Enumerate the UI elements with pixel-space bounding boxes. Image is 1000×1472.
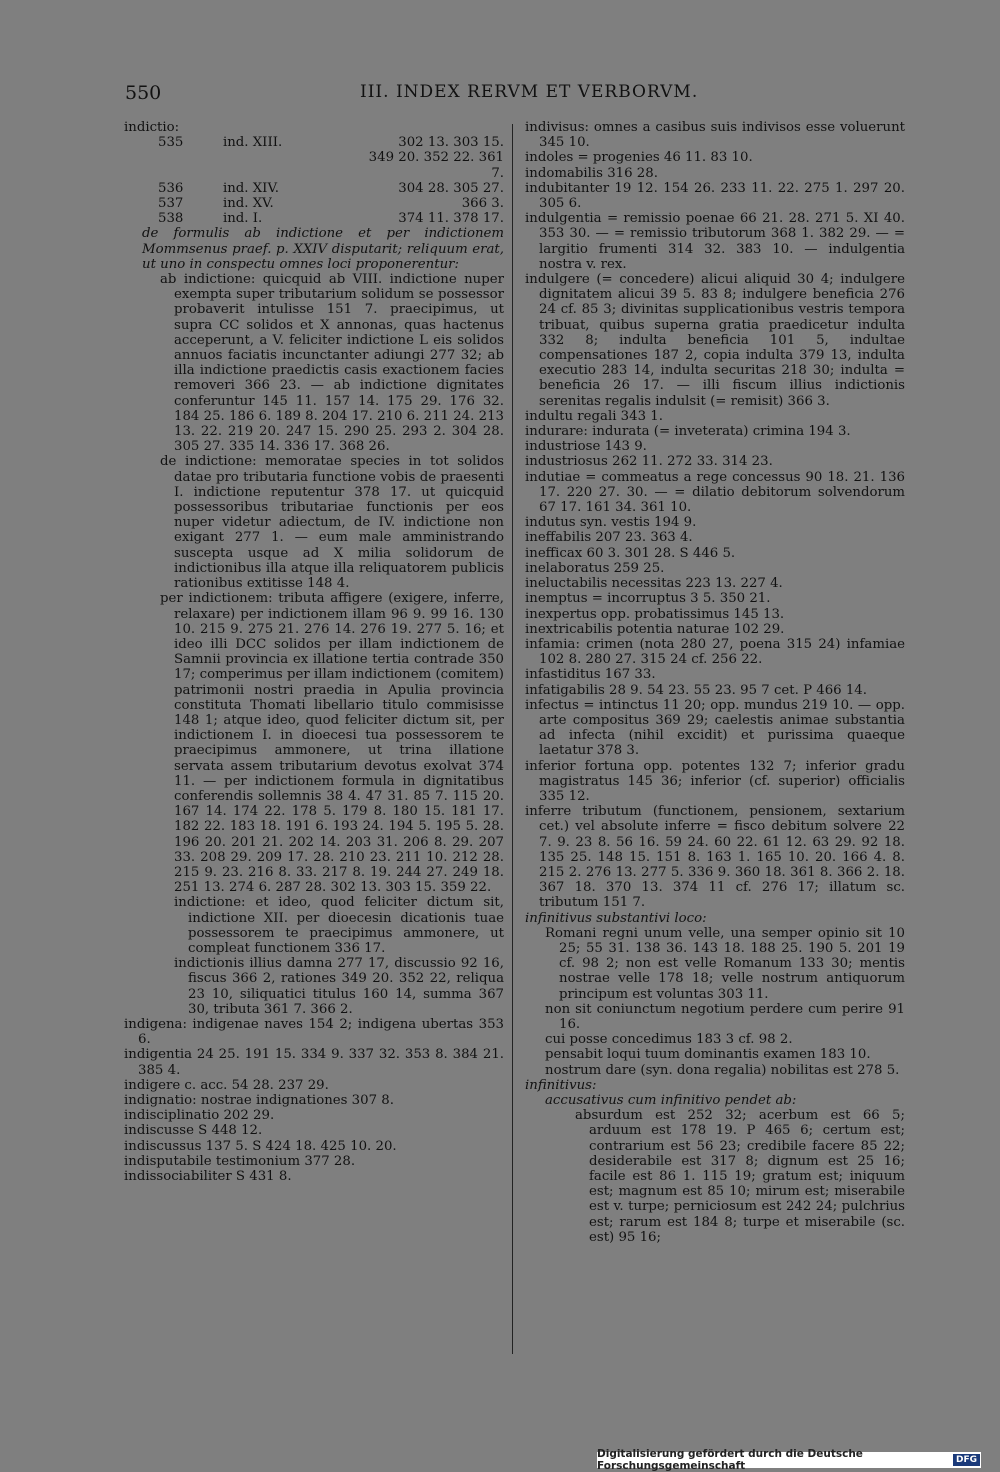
index-entry: indignatio: nostrae indignationes 307 8.: [124, 1093, 394, 1108]
index-entry: indiscussus 137 5. S 424 18. 425 10. 20.: [124, 1138, 397, 1154]
index-entry: inexpertus opp. probatissimus 145 13.: [525, 606, 785, 622]
indictio-row: [158, 150, 504, 180]
indictio-row: [158, 181, 504, 196]
footer-bar: [597, 1448, 981, 1472]
indictio-ind: [223, 150, 359, 180]
right-column: [525, 120, 905, 1245]
index-entry: indissociabiliter S 431 8.: [124, 1169, 292, 1185]
index-entry: infatigabilis 28 9. 54 23. 55 23. 95 7 cet. P 466 14.: [525, 682, 867, 698]
page-number: 550: [125, 82, 162, 104]
index-entry: indigere c. acc. 54 28. 237 29.: [124, 1077, 329, 1093]
indictio-refs: 302 13. 303 15.: [398, 135, 504, 151]
index-entry: infinitivus:: [525, 1077, 597, 1093]
index-entry: infectus = intinctus 11 20; opp. mundus 219 10. — opp. arte compositus 369 29; caelestis animae substantia ad infecta (nihil excidit) et purissima quaeque laetatur 378 3.: [525, 697, 905, 759]
footer-text: Digitalisierung gefördert durch die Deutsche Forschungsgemeinschaft: [597, 1448, 863, 1472]
index-entry: inferre tributum (functionem, pensionem, sextarium cet.) vel absolute inferre = fisco debitum solvere 22 7. 9. 23 8. 56 16. 59 24. 60 22. 61 12. 63 29. 92 18. 135 25. 148 15. 151 8. 163 1. 165 10. 20. 166 4. 8. 215 2. 276 13. 277 5. 336 9. 360 18. 361 8. 366 2. 18. 367 18. 370 13. 374 11 cf. 276 17; illatum sc. tributum 151 7.: [525, 804, 905, 911]
index-entry: indisputabile testimonium 377 28.: [124, 1153, 356, 1169]
index-entry: indutiae = commeatus a rege concessus 90 18. 21. 136 17. 220 27. 30. — = dilatio debitorum solvendorum 67 17. 161 34. 361 10.: [525, 469, 905, 516]
index-entry: infamia: crimen (nota 280 27, poena 315 24) infamiae 102 8. 280 27. 315 24 cf. 256 22.: [525, 636, 905, 668]
index-entry: infinitivus substantivi loco:: [525, 910, 707, 926]
index-entry: inextricabilis potentia naturae 102 29.: [525, 621, 785, 637]
indictio-refs: 374 11. 378 17.: [398, 211, 504, 227]
index-entry: ab indictione: quicquid ab VIII. indictione nuper exempta super tributarium solidum se possessor probaverit intulisse 151 7. praecipimus, ut supra CC solidos et X annonas, quas hactenus acceperunt, a V. feliciter indictione L eis solidos annuos faciatis incunctanter adiungi 277 32; ab illa indictione praedictis casis exactionem facies removeri 366 23. — ab indictione dignitates conferuntur 145 11. 157 14. 175 29. 176 32. 184 25. 186 6. 189 8. 204 17. 210 6. 211 24. 213 13. 22. 219 20. 247 15. 290 25. 293 2. 304 28. 305 27. 335 14. 336 17. 368 26.: [160, 272, 504, 455]
indictio-ind: ind. XIII.: [222, 135, 283, 151]
index-entry: indigentia 24 25. 191 15. 334 9. 337 32. 353 8. 384 21. 385 4.: [124, 1047, 504, 1078]
index-entry: de indictione: memoratae species in tot solidos datae pro tributaria functione vobis de praesenti I. indictione reputentur 378 17. ut quicquid possessoribus tributariae functionis per eos nuper videtur adiectum, de IV. indictione non exigant 277 1. — eum male amministrando suscepta usque ad X milia solidorum de indictionibus illa atque illa reliquatorem publicis rationibus extitisse 148 4.: [160, 454, 504, 592]
index-entry: indultu regali 343 1.: [525, 408, 663, 424]
index-entry: non sit coniunctum negotium perdere cum perire 91 16.: [545, 1001, 905, 1032]
index-entry: indubitanter 19 12. 154 26. 233 11. 22. 275 1. 297 20. 305 6.: [525, 180, 905, 212]
index-entry: indiscusse S 448 12.: [124, 1123, 263, 1139]
index-entry: indigena: indigenae naves 154 2; indigena ubertas 353 6.: [124, 1016, 504, 1048]
indictio-num: 535: [158, 135, 184, 151]
running-head: III. INDEX RERVM ET VERBORVM.: [360, 82, 699, 102]
index-entry: indictionis illius damna 277 17, discussio 92 16, fiscus 366 2, rationes 349 20. 352 22, reliqua 23 10, siliquatici titulus 160 14, summa 367 30, tributa 361 7. 366 2.: [174, 956, 504, 1017]
column-divider: [512, 124, 513, 1354]
indictio-num: 537: [158, 196, 184, 212]
index-entry: industriosus 262 11. 272 33. 314 23.: [525, 454, 773, 470]
index-entry: indulgentia = remissio poenae 66 21. 28. 271 5. XI 40. 353 30. — = remissio tributorum 368 1. 382 29. — = largitio frumenti 314 32. 383 10. — indulgentia nostra v. rex.: [525, 211, 905, 272]
dfg-logo-icon: DFG: [953, 1454, 980, 1466]
index-entry: accusativus cum infinitivo pendet ab:: [545, 1093, 797, 1108]
index-entry: indictione: et ideo, quod feliciter dictum sit, indictione XII. per dioecesin dicationis tuae possessorem te praecipimus ammonere, ut compleat functionem 336 17.: [174, 895, 504, 956]
index-entry: inelaboratus 259 25.: [525, 560, 665, 576]
index-entry: indulgere (= concedere) alicui aliquid 30 4; indulgere dignitatem alicui 39 5. 83 8; indulgere beneficia 276 24 cf. 85 3; divinitas supplicationibus vestris tempora tribuat, quibus superna gratia praedicetur indulta 332 8; indulta beneficia 101 5, indultae compensationes 187 2, copia indulta 379 13, indulta executio 283 14, indulta securitas 218 30; indulta = beneficia 26 17. — illi fiscum illius indictionis serenitas regalis indulsit (= remisit) 366 3.: [525, 272, 905, 409]
indictio-ind: ind. XIV.: [222, 180, 279, 196]
indictio-num: [158, 150, 223, 180]
indictio-ind: ind. I.: [222, 211, 263, 227]
index-entry: indurare: indurata (= inveterata) crimina 194 3.: [525, 424, 851, 440]
indictio-refs: 366 3.: [461, 196, 504, 212]
indictio-row: [158, 135, 504, 150]
index-entry: per indictionem: tributa affigere (exigere, inferre, relaxare) per indictionem illam 96 9. 99 16. 130 10. 215 9. 275 21. 276 14. 276 19. 277 5. 16; et ideo illi DCC solidos per illam indictionem de Samnii provincia ex illatione tertia contrade 350 17; comperimus per illam indictionem (comitem) patrimonii nostri praedia in Apulia provincia constituta Thomati libellario titulo commisisse 148 1; atque ideo, quod feliciter dictum sit, per indictionem I. in dioecesi tua possessorem te praecipimus ammonere, ut trina illatione servata assem tributarium devotus exolvat 374 11. — per indictionem formula in dignitatibus conferendis sollemnis 38 4. 47 31. 85 7. 115 20. 167 14. 174 22. 178 5. 179 8. 180 15. 181 17. 182 22. 183 18. 191 6. 193 24. 194 5. 195 5. 28. 196 20. 201 21. 202 14. 203 31. 206 8. 29. 207 33. 208 29. 209 17. 28. 210 23. 211 10. 212 28. 215 9. 23. 216 8. 33. 217 8. 19. 244 27. 249 18. 251 13. 274 6. 287 28. 302 13. 303 15. 359 22.: [160, 591, 504, 896]
index-entry: inefficax 60 3. 301 28. S 446 5.: [525, 545, 736, 561]
index-entry: de formulis ab indictione et per indictionem Mommsenus praef. p. XXIV disputarit; reliquum erat, ut uno in conspectu omnes loci proponerentur:: [142, 226, 504, 272]
index-entry: inferior fortuna opp. potentes 132 7; inferior gradu magistratus 145 36; inferior (cf. superior) officialis 335 12.: [525, 758, 905, 804]
index-entry: indomabilis 316 28.: [525, 165, 658, 181]
index-entry: absurdum est 252 32; acerbum est 66 5; arduum est 178 19. P 465 6; certum est; contrarium est 56 23; credibile facere 85 22; desiderabile est 317 8; dignum est 25 16; facile est 86 1. 115 19; gratum est; iniquum est; magnum est 85 10; mirum est; miserabile est v. turpe; perniciosum est 242 24; pulchrius est; rarum est 184 8; turpe et miserabile (sc. est) 95 16;: [575, 1108, 905, 1245]
index-entry: nostrum dare (syn. dona regalia) nobilitas est 278 5.: [545, 1062, 900, 1078]
index-entry: Romani regni unum velle, una semper opinio sit 10 25; 55 31. 138 36. 143 18. 188 25. 190 5. 201 19 cf. 98 2; non est velle Romanum 133 30; mentis nostrae velle 178 18; velle nostrum antiquorum principum est voluntas 303 11.: [545, 925, 905, 1002]
indictio-refs: 304 28. 305 27.: [398, 180, 504, 196]
index-entry: pensabit loqui tuum dominantis examen 183 10.: [545, 1047, 871, 1063]
indictio-ind: ind. XV.: [222, 196, 274, 212]
index-entry: cui posse concedimus 183 3 cf. 98 2.: [545, 1032, 793, 1048]
index-entry: indutus syn. vestis 194 9.: [525, 515, 697, 531]
index-entry: infastiditus 167 33.: [525, 667, 656, 683]
indictio-num: 538: [158, 211, 184, 227]
index-entry: indoles = progenies 46 11. 83 10.: [525, 150, 753, 166]
index-entry: industriose 143 9.: [525, 439, 647, 455]
index-entry: inemptus = incorruptus 3 5. 350 21.: [525, 591, 771, 607]
indictio-num: 536: [158, 180, 184, 196]
entry-indictio-head: indictio:: [124, 120, 180, 135]
index-entry: indisciplinatio 202 29.: [124, 1108, 275, 1124]
indictio-row: [158, 211, 504, 226]
indictio-refs: 349 20. 352 22. 361 7.: [368, 150, 504, 181]
left-column: [124, 120, 504, 1184]
indictio-row: [158, 196, 504, 211]
index-entry: indivisus: omnes a casibus suis indivisos esse voluerunt 345 10.: [525, 120, 905, 151]
index-entry: ineluctabilis necessitas 223 13. 227 4.: [525, 576, 783, 592]
index-entry: ineffabilis 207 23. 363 4.: [525, 530, 693, 546]
indictio-table: [158, 135, 504, 226]
